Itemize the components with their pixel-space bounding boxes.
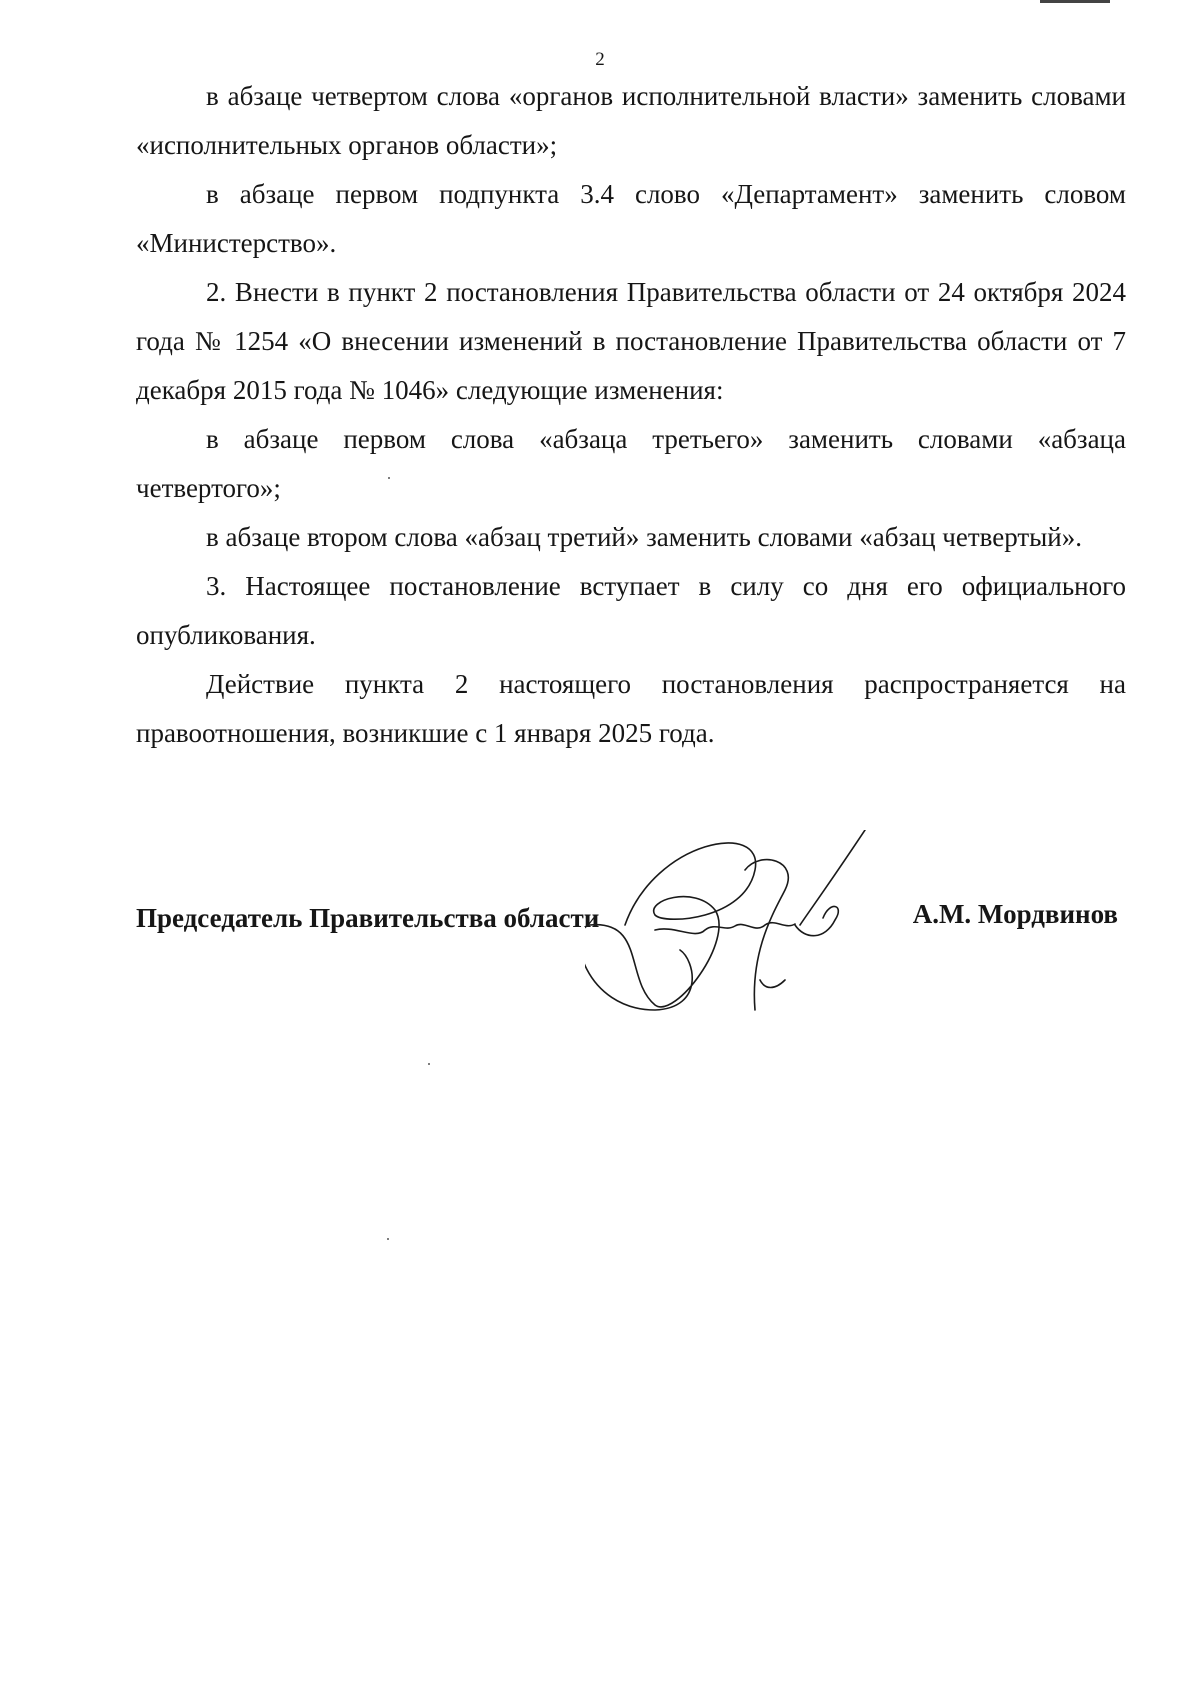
paragraph-7: Действие пункта 2 настоящего постановления распространяется на правоотношения, возникшие с 1 января 2025 года.	[136, 669, 1126, 748]
scan-speck	[387, 1238, 389, 1240]
scan-speck	[428, 1063, 430, 1065]
handwritten-signature	[585, 830, 945, 1030]
document-body	[136, 72, 1126, 758]
paragraph-1: в абзаце четвертом слова «органов исполнительной власти» заменить словами «исполнительных органов области»;	[136, 81, 1126, 160]
paragraph-2: в абзаце первом подпункта 3.4 слово «Департамент» заменить словом «Министерство».	[136, 179, 1126, 258]
paragraph-3: 2. Внести в пункт 2 постановления Правительства области от 24 октября 2024 года № 1254 «О внесении изменений в постановление Правительства области от 7 декабря 2015 года № 1046» следующие изменения:	[136, 277, 1126, 405]
scan-speck	[388, 477, 390, 479]
signatory-name: А.М. Мордвинов	[912, 899, 1118, 929]
signatory-title: Председатель Правительства области	[136, 903, 600, 933]
paragraph-5: в абзаце втором слова «абзац третий» заменить словами «абзац четвертый».	[206, 522, 1082, 552]
scan-edge-mark	[1040, 0, 1110, 3]
paragraph-6: 3. Настоящее постановление вступает в силу со дня его официального опубликования.	[136, 571, 1126, 650]
page-number: 2	[595, 49, 605, 70]
paragraph-4: в абзаце первом слова «абзаца третьего» заменить словами «абзаца четвертого»;	[136, 424, 1126, 503]
